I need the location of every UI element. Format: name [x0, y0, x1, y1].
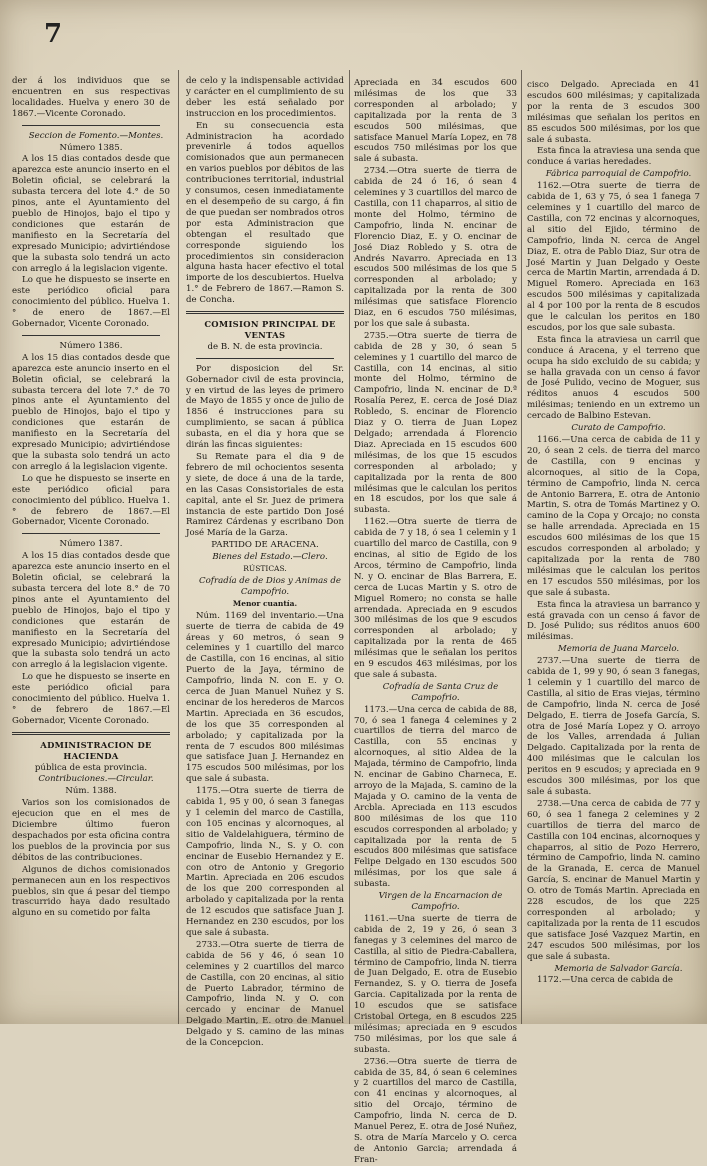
double-separator	[12, 732, 170, 735]
paragraph: Su Remate para el dia 9 de febrero de mil ochocientos sesenta y siete, de doce á una de la tarde, en las Casas Consistoriales de esta capital, ante el Sr. Juez de primera instancia de este partido Don José Ramirez Cárdenas y escribano Don José María de la Garza.	[186, 452, 344, 539]
column-4	[527, 80, 700, 1018]
paragraph: Lo que he dispuesto se inserte en este periódico oficial para conocimiento del público. Huelva 1.° de febrero de 1867.—El Gobernador, Vicente Coronado.	[12, 672, 170, 726]
owner-heading: Cofradía de de Dios y Animas de Campofrio.	[199, 575, 341, 597]
owner-heading: Cofradía de Santa Cruz de Campofrio.	[382, 681, 499, 703]
notice-number: Número 1385.	[59, 142, 123, 153]
separator	[22, 125, 160, 126]
paragraph: 1172.—Una cerca de cabida de	[537, 975, 673, 986]
section-heading: ADMINISTRACION DE HACIENDA	[40, 739, 152, 761]
paragraph: de celo y la indispensable actividad y carácter en el cumplimiento de su deber les está señalado por instruccion en los procedimientos.	[186, 76, 344, 119]
column-divider	[349, 70, 350, 1024]
type-heading: RÚSTICAS.	[243, 564, 287, 574]
section-subheading: de B. N. de esta provincia.	[207, 341, 323, 352]
paragraph: A los 15 dias contados desde que aparezca este anuncio inserto en el Boletin oficial, se celebrará la subasta tercera del lote 8.° de 70 pinos ante el Ayuntamiento del pueblo de Hinojos, bajo el tipo y condiciones que estarán de manifiesto en la Secretaría del expresado Municipio; advirtiéndose que la subasta solo tendrá un acto con arreglo á la legislacion vigente.	[12, 551, 170, 671]
paragraph: 1173.—Una cerca de cabida de 88, 70, ó sea 1 fanega 4 celemines y 2 cuartillos de tierra del marco de Castilla, con 55 encinas y alcornoques, al sitio Aldea de la Majada, término de Campofrio, linda N. encinar de Gabino Charneca, E. arroyo de la Majada, S. camino de la Majada y O. camino de la venta de Arcbla. Apreciada en 113 escudos 800 milésimas de los que 110 escudos corresponden al arbolado; y capitalizada por la renta de 5 escudos 800 milésimas que satisface Felipe Delgado en 130 escudos 500 milésimas, por los que sale á subasta.	[354, 704, 517, 890]
district-heading: PARTIDO DE ARACENA.	[211, 540, 319, 551]
notice-number: Número 1386.	[59, 340, 123, 351]
paragraph: 2734.—Otra suerte de tierra de cabida de 24 ó 16, ó sean 4 celemines y 3 cuartillos del marco de Castilla, con 11 chaparros, al sitio de monte del Holmo, término de Campofrio, linda N. encinar de Florencio Diaz, E. y O. encinar de José Diaz Robledo y S. otra de Andrés Navarro. Apreciada en 13 escudos 500 milésimas de los que 5 corresponden al arbolado; y capitalizada por la renta de 300 milésimas que satisface Florencio Diaz, en 6 escudos 750 milésimas, por los que sale á subasta.	[354, 166, 517, 329]
paragraph: Esta finca la atraviesa un carril que conduce á Aracena, y el terreno que ocupa ha sido excluido de su cabida; y se halla gravada con un censo á favor de José Pulido, vecino de Moguer, sus réditos anuos 4 escudos 500 milésimas; teniendo en un extremo un cercado de Balbino Estevan.	[527, 334, 700, 422]
paragraph: Esta finca la atraviesa un barranco y está gravada con un censo á favor de D. José Pulido; sus réditos anuos 600 milésimas.	[527, 599, 700, 643]
paragraph: Apreciada en 34 escudos 600 milésimas de los que 33 corresponden al arbolado; y capitalizada por la renta de 3 escudos 500 milésimas, que satisface Manuel María Lopez, en 78 escudos 750 milésimas por los que sale á subasta.	[354, 78, 517, 165]
owner-heading: Memoria de Salvador García.	[554, 963, 683, 974]
paragraph: 2735.—Otra suerte de tierra de cabida de 28 y 30, ó sean 5 celemines y 1 cuartillo del marco de Castilla, con 14 encinas, al sitio monte del Holmo, término de Campofrio, linda N. encinar de D.ª Rosalía Perez, E. cerca de José Diaz Robledo, S. encinar de Florencio Diaz y O. tierra de Juan Lopez Delgado; arrendada á Florencio Diaz. Apreciada en 15 escudos 600 milésimas, de los que 15 escudos corresponden al arbolado; y capitalizada por la renta de 800 milésimas que le calculan los peritos en 18 escudos, por los que sale á subasta.	[354, 330, 517, 516]
separator	[22, 533, 160, 534]
notice-number: Número 1387.	[59, 539, 123, 550]
paragraph: Algunos de dichos comisionados permanecen aun en los respectivos pueblos, sin que á pesar del tiempo trascurrido haya dado resultado alguno en su cometido por falta	[12, 864, 170, 919]
paragraph: 1175.—Otra suerte de tierra de cabida 1, 95 y 00, ó sean 3 fanegas y 1 celemin del marco de Castilla, con 105 encinas y alcornoques, al sitio de Valdelahiguera, término de Campofrio, linda N., S. y O. con encinar de Eusebio Hernandez y E. con otro de Antonio y Gregorio Martin. Apreciada en 206 escudos de los que 200 corresponden al arbolado y capitalizada por la renta de 12 escudos que satisface Juan J. Hernandez en 230 escudos, por los que sale á subasta.	[186, 786, 344, 938]
paragraph: 2736.—Otra suerte de tierra de cabida de 35, 84, ó sean 6 celemines y 2 cuartillos del marco de Castilla, con 41 encinas y alcornoques, al sitio del Orcajo, término de Campofrio, linda N. cerca de D. Manuel Perez, E. otra de José Nuñez, S. otra de María Marcelo y O. cerca de Antonio Garcia; arrendada á Fran-	[354, 1056, 517, 1165]
paragraph: En su consecuencia esta Administracion ha acordado prevenirle á todos aquellos comisionados que aun permanecen en varios pueblos por débitos de las contribuciones territorial, industrial y consumos, cesen inmediatamente en el desempeño de su cargo, á fin de que puedan ser nombrados otros por esta Administracion que obtengan el resultado que corresponde siguiendo los procedimientos sin consideracion alguna hasta hacer efectivo el total importe de los descubiertos. Huelva 1.° de Febrero de 1867.—Ramon S. de Concha.	[186, 120, 344, 306]
owner-heading: Virgen de la Encarnacion de Campofrio.	[378, 891, 503, 912]
category-heading: Bienes del Estado.—Clero.	[212, 552, 328, 563]
paragraph: A los 15 dias contados desde que aparezca este anuncio inserto en el Boletin oficial, se celebrará la subasta tercera del lote 7.° de 70 pinos ante el Ayuntamiento del pueblo de Hinojos, bajo el tipo y condiciones que estarán de manifiesto en la Secretaría del expresado Municipio; advirtiéndose que la subasta solo tendrá un acto con arreglo á la legislacion vigente.	[12, 352, 170, 472]
paragraph: cisco Delgado. Apreciada en 41 escudos 600 milésimas; y capitalizada por la renta de 3 escudos 300 milésimas que señalan los peritos en 85 escudos 500 milésimas, por los que sale á subasta.	[527, 80, 700, 145]
paragraph: A los 15 dias contados desde que aparezca este anuncio inserto en el Boletin oficial, se celebrará la subasta tercera del lote 4.° de 50 pinos, ante el Ayuntamiento del pueblo de Hinojos, bajo el tipo y condiciones que estarán de manifiesto en la Secretaría del expresado Municipio; advirtiéndose que la subasta solo tendrá un acto con arreglo á la legislacion vigente.	[12, 154, 170, 274]
column-2	[186, 76, 344, 1049]
column-1	[12, 76, 170, 1018]
paragraph: Por disposicion del Sr. Gobernador civil de esta provincia, y en virtud de las leyes de primero de Mayo de 1855 y once de julio de 1856 é instrucciones para su cumplimiento, se sacan á pública subasta, en el dia y hora que se dirán las fincas siguientes:	[186, 363, 344, 451]
double-separator	[186, 311, 344, 314]
page-number: 7	[44, 19, 63, 49]
separator	[22, 335, 160, 336]
paragraph: Lo que he dispuesto se inserte en este periódico oficial para conocimiento del público. Huelva 1.° de enero de 1867.—El Gobernador, Vicente Coronado.	[12, 275, 170, 330]
paragraph: 2733.—Otra suerte de tierra de cabida de 56 y 46, ó sean 10 celemines y 2 cuartillos del marco de Castilla, con 20 encinas, al sitio de Puerto Labrador, término de Campofrio, linda N. y O. con cercado y encinar de Manuel Delgado Martin, E. otro de Manuel Delgado y S. camino de las minas de la Concepcion.	[186, 939, 344, 1049]
section-heading: Seccion de Fomento.—Montes.	[28, 130, 164, 141]
section-heading: Contribuciones.—Circular.	[38, 774, 154, 785]
notice-number: Núm. 1388.	[65, 786, 117, 797]
paragraph: der á los individuos que se encuentren en sus respectivas localidades. Huelva y enero 30 de 1867.—Vicente Coronado.	[12, 76, 170, 119]
paragraph: 1166.—Una cerca de cabida de 11 y 20, ó sean 2 cels. de tierra del marco de Castilla, con 9 encinas y alcornoques, al sitio de la Copa, término de Campofrio, linda N. cerca de Antonio Barrera, E. otra de Antonio Martin, S. otra de Tomás Martinez y O. camino de la Copa y Orcajo; no consta se halle arrendada. Apreciada en 15 escudos 600 milésimas de los que 15 escudos corresponden al arbolado; y capitalizada por la renta de 780 milésimas que le calculan los peritos en 17 escudos 550 milésimas, por los que sale á subasta.	[527, 435, 700, 598]
column-divider	[521, 70, 522, 1024]
owner-heading: Curato de Campofrio.	[571, 423, 666, 434]
paragraph: Lo que he dispuesto se inserte en este periódico oficial para conocimiento del público. Huelva 1.° de febrero de 1867.—El Gobernador, Vicente Coronado.	[12, 473, 170, 528]
paragraph: 2738.—Una cerca de cabida de 77 y 60, ó sea 1 fanega 2 celemines y 2 cuartillos de tierra del marco de Castilla con 104 encinas, alcornoques y chaparros, al sitio de Pozo Herrero, término de Campofrio, linda N. camino de la Granada, E. cerca de Manuel García, S. encinar de Manuel Martin y O. otro de Tomás Martin. Apreciada en 228 escudos, de los que 225 corresponden al arbolado; y capitalizada por la renta de 11 escudos que satisface José Vazquez Martin, en 247 escudos 500 milésimas, por los que sale á subasta.	[527, 798, 700, 962]
owner-heading: Memoria de Juana Marcelo.	[557, 644, 680, 655]
paragraph: Núm. 1169 del inventario.—Una suerte de tierra de cabida de 49 áreas y 60 metros, ó sean 9 celemines y 1 cuartillo del marco de Castilla, con 16 encinas, al sitio Puerto de la Jaya, término de Campofrio, linda N. con E. y O. cerca de Juan Manuel Nuñez y S. encinar de los herederos de Marcos Martin. Apreciada en 36 escudos, de los que 35 corresponden al arbolado; y capitalizada por la renta de 7 escudos 800 milésimas que satisface Juan J. Hernandez en 175 escudos 500 milésimas, por los que sale á subasta.	[186, 610, 344, 785]
owner-heading: Fábrica parroquial de Campofrio.	[545, 169, 692, 180]
value-class-heading: Menor cuantía.	[232, 598, 298, 608]
paragraph: 1161.—Una suerte de tierra de cabida de 2, 19 y 26, ó sean 3 fanegas y 3 celemines del marco de Castilla, al sitio de Piedra-Caballera, término de Campofrio, linda N. tierra de Juan Delgado, E. otra de Eusebio Fernandez, S. y O. tierra de Josefa Garcia. Capitalizada por la renta de 10 escudos que se satisface Cristobal Ortega, en 8 escudos 225 milésimas; apreciada en 9 escudos 750 milésimas, por los que sale á subasta.	[354, 913, 517, 1055]
paragraph: Esta finca la atraviesa una senda que conduce á varias heredades.	[527, 146, 700, 168]
separator	[196, 358, 334, 359]
column-divider	[178, 70, 179, 1024]
paragraph: Varios son los comisionados de ejecucion que en el mes de Diciembre último fueron despachados por esta oficina contra los pueblos de la provincia por sus débitos de las contribuciones.	[12, 798, 170, 863]
column-3	[354, 78, 517, 1165]
section-subheading: pública de esta provincia.	[34, 762, 148, 773]
paragraph: 2737.—Una suerte de tierra de cabida de 1, 99 y 90, ó sean 3 fanegas, 1 celemin y 1 cuartillo del marco de Castilla, al sitio de Eras viejas, término de Campofrio, linda N. cerca de José Delgado, E. tierra de Josefa García, S. otra de José María Lopez y O. arroyo de los Valles, arrendada á Julian Delgado. Capitalizada por la renta de 400 milésimas que le calculan los peritos en 9 escudos; y apreciada en 9 escudos 300 milésimas, por los que sale á subasta.	[527, 656, 700, 797]
paragraph: 1162.—Otra suerte de tierra de cabida de 1, 63 y 75, ó sea 1 fanega 7 celemines y 1 cuartillo del marco de Castilla, con 72 encinas y alcornoques, al sitio del Ejido, término de Campofrio, linda N. cerca de Angel Diaz, E. otra de Pablo Diaz, Sur otra de José Martin y Juan Delgado y Oeste cerca de Martin Martin, arrendada á D. Miguel Romero. Apreciada en 163 escudos 500 milésimas y capitalizada al 4 por 100 por la renta de 8 escudos que le calculan los peritos en 180 escudos, por los que sale subasta.	[527, 181, 700, 333]
section-heading: COMISION PRINCIPAL DE VENTAS	[204, 319, 336, 340]
paragraph: 1162.—Otra suerte de tierra de cabida de 7 y 18, ó sea 1 celemin y 1 cuartillo del marco de Castilla, con 9 encinas, al sitio de Egido de los Arcos, término de Campofrio, linda N. y O. encinar de Blas Barrera, E. cerca de Lucas Martin y S. otro de Miguel Romero; no consta se halle arrendada. Apreciada en 9 escudos 300 milésimas de los que 9 escudos corresponden al arbolado; y capitalizada por la renta de 465 milésimas que le señalan los peritos en 9 escudos 463 milésimas, por los que sale á subasta.	[354, 517, 517, 680]
